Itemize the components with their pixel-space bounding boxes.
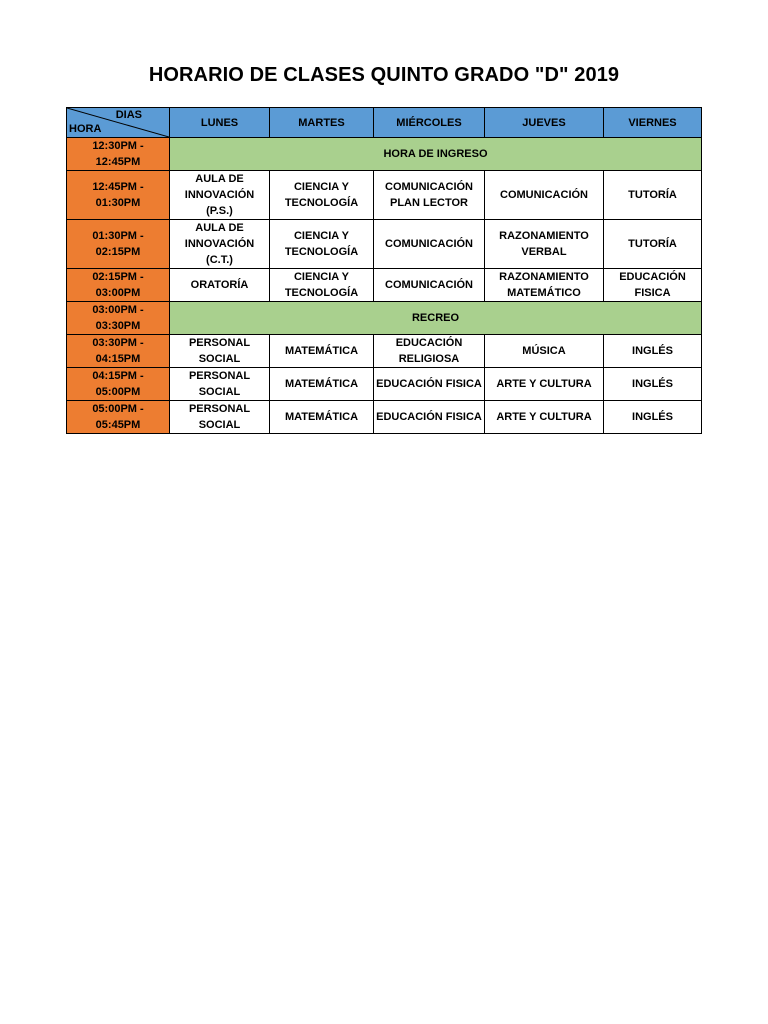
class-cell: RAZONAMIENTO MATEMÁTICO (485, 269, 604, 302)
schedule-row (67, 269, 702, 302)
schedule-row (67, 401, 702, 434)
schedule-row (67, 138, 702, 171)
class-cell: AULA DE INNOVACIÓN (C.T.) (170, 220, 270, 269)
class-cell: MATEMÁTICA (270, 401, 374, 434)
schedule-table (66, 107, 702, 434)
class-cell: CIENCIA Y TECNOLOGÍA (270, 269, 374, 302)
header-row (67, 108, 702, 138)
class-cell: EDUCACIÓN FISICA (374, 368, 485, 401)
time-cell: 05:00PM - 05:45PM (67, 401, 170, 434)
schedule-row (67, 302, 702, 335)
recreo-band: RECREO (170, 302, 702, 335)
class-cell: AULA DE INNOVACIÓN (P.S.) (170, 171, 270, 220)
time-cell: 12:45PM - 01:30PM (67, 171, 170, 220)
hora-de-ingreso-band: HORA DE INGRESO (170, 138, 702, 171)
class-cell: RAZONAMIENTO VERBAL (485, 220, 604, 269)
schedule-row (67, 368, 702, 401)
class-cell: COMUNICACIÓN (374, 220, 485, 269)
schedule-row (67, 171, 702, 220)
class-cell: COMUNICACIÓN (485, 171, 604, 220)
dias-label: DIAS (115, 109, 142, 121)
class-cell: EDUCACIÓN FISICA (604, 269, 702, 302)
class-cell: INGLÉS (604, 368, 702, 401)
day-header-miercoles: MIÉRCOLES (374, 108, 485, 138)
class-cell: INGLÉS (604, 335, 702, 368)
class-cell: COMUNICACIÓN (374, 269, 485, 302)
time-cell: 04:15PM - 05:00PM (67, 368, 170, 401)
class-cell: MATEMÁTICA (270, 368, 374, 401)
hora-label: HORA (69, 123, 102, 135)
time-cell: 03:30PM - 04:15PM (67, 335, 170, 368)
class-cell: MATEMÁTICA (270, 335, 374, 368)
schedule-row (67, 220, 702, 269)
class-cell: EDUCACIÓN FISICA (374, 401, 485, 434)
class-cell: ARTE Y CULTURA (485, 368, 604, 401)
class-cell: ORATORÍA (170, 269, 270, 302)
schedule-row (67, 335, 702, 368)
class-cell: PERSONAL SOCIAL (170, 368, 270, 401)
corner-header (67, 108, 170, 138)
class-cell: EDUCACIÓN RELIGIOSA (374, 335, 485, 368)
time-cell: 01:30PM - 02:15PM (67, 220, 170, 269)
day-header-lunes: LUNES (170, 108, 270, 138)
page-title: HORARIO DE CLASES QUINTO GRADO "D" 2019 (148, 64, 620, 86)
class-cell: TUTORÍA (604, 220, 702, 269)
class-cell: COMUNICACIÓN PLAN LECTOR (374, 171, 485, 220)
class-cell: ARTE Y CULTURA (485, 401, 604, 434)
day-header-jueves: JUEVES (485, 108, 604, 138)
time-cell: 03:00PM - 03:30PM (67, 302, 170, 335)
class-cell: PERSONAL SOCIAL (170, 401, 270, 434)
day-header-viernes: VIERNES (604, 108, 702, 138)
time-cell: 02:15PM - 03:00PM (67, 269, 170, 302)
class-cell: MÚSICA (485, 335, 604, 368)
class-cell: CIENCIA Y TECNOLOGÍA (270, 220, 374, 269)
class-cell: TUTORÍA (604, 171, 702, 220)
class-cell: CIENCIA Y TECNOLOGÍA (270, 171, 374, 220)
class-cell: INGLÉS (604, 401, 702, 434)
class-cell: PERSONAL SOCIAL (170, 335, 270, 368)
day-header-martes: MARTES (270, 108, 374, 138)
time-cell: 12:30PM - 12:45PM (67, 138, 170, 171)
